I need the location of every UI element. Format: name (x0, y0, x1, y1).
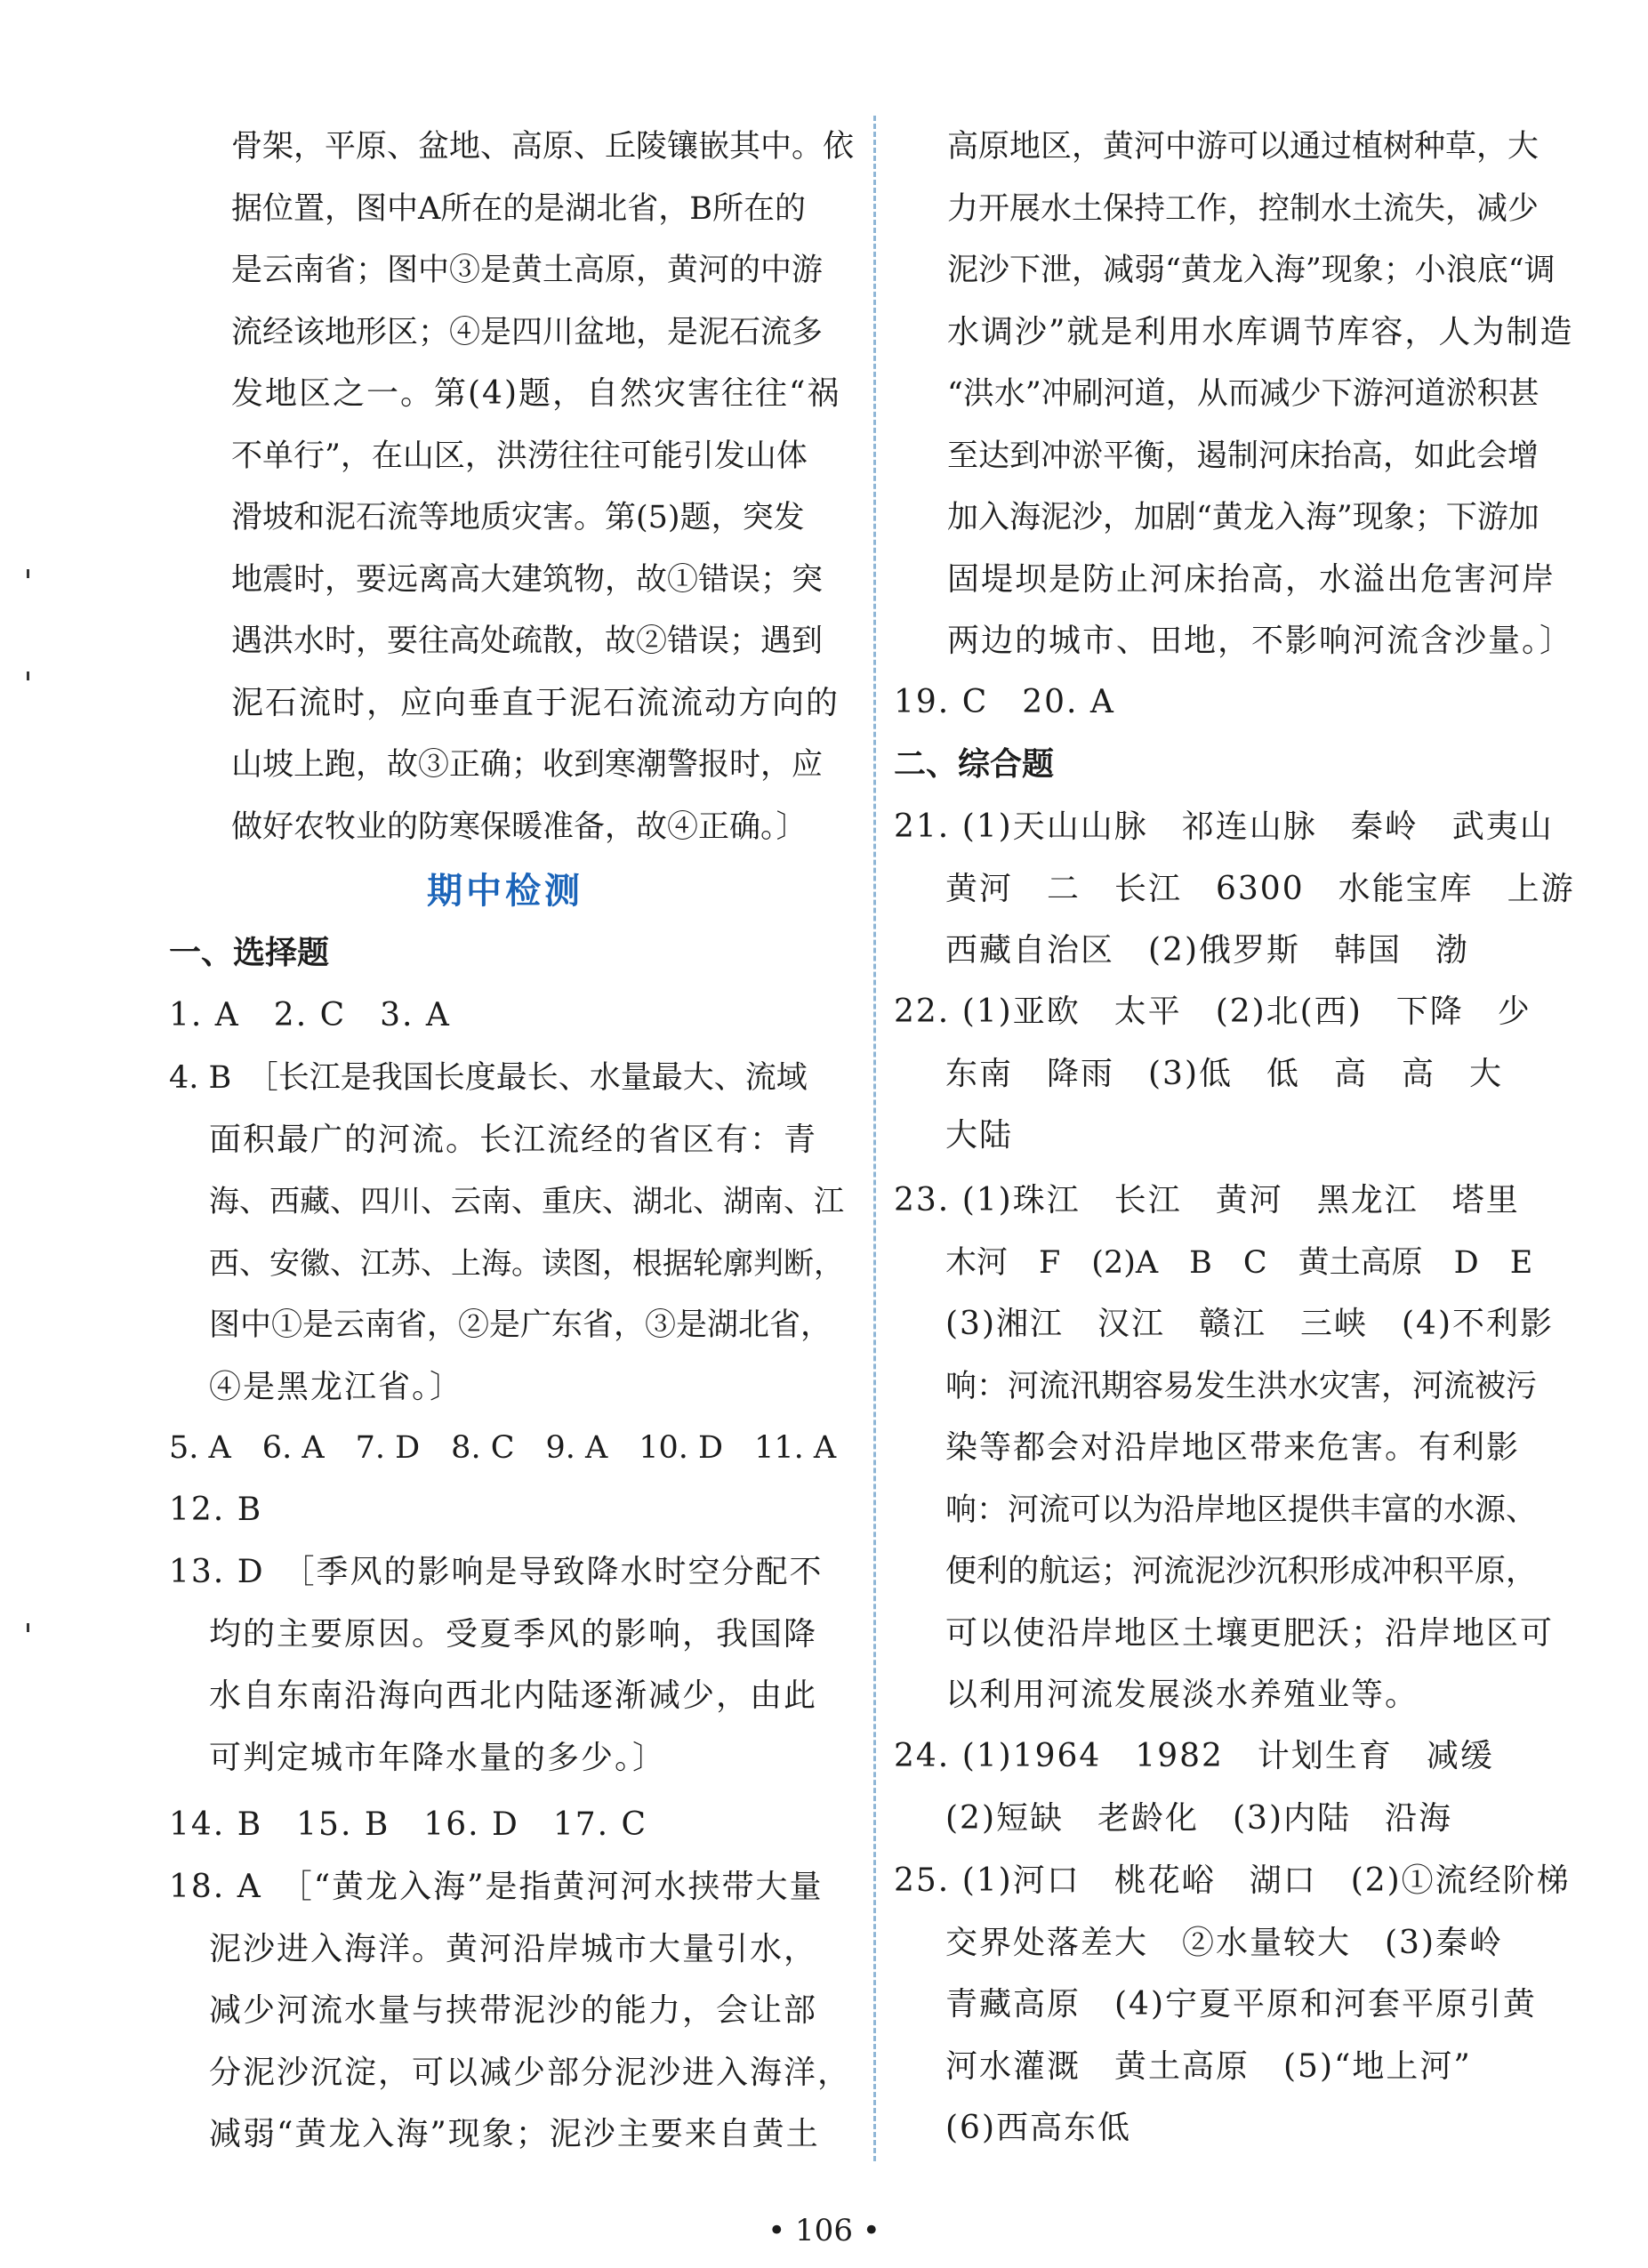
answer-line: 响：河流可以为沿岸地区提供丰富的水源、 (945, 1492, 1538, 1528)
answer-line: 可判定城市年降水量的多少。〕 (209, 1739, 667, 1776)
scan-mark (27, 672, 29, 680)
answer-line: 可以使沿岸地区土壤更肥沃；沿岸地区可 (945, 1614, 1555, 1652)
answer-line: 便利的航运；河流泥沙沉积形成冲积平原， (945, 1554, 1538, 1589)
answer-line: 14. B 15. B 16. D 17. C (169, 1806, 648, 1843)
answer-line: 4. B ［长江是我国长度最长、水量最大、流域 (169, 1060, 808, 1096)
answer-text-line: 泥沙下泄，减弱“黄龙入海”现象；小浪底“调 (947, 253, 1556, 288)
answer-line: (2)短缺 老龄化 (3)内陆 沿海 (945, 1799, 1452, 1837)
answer-line: 东南 降雨 (3)低 低 高 高 大 (945, 1055, 1503, 1092)
answer-line: 13. D ［季风的影响是导致降水时空分配不 (169, 1554, 824, 1590)
answer-line: 1. A 2. C 3. A (169, 997, 451, 1033)
answer-text-line: 据位置，图中A所在的是湖北省，B所在的 (231, 190, 806, 227)
answer-text-line: 山坡上跑，故③正确；收到寒潮警报时，应 (231, 747, 824, 783)
answer-line: 减弱“黄龙入海”现象；泥沙主要来自黄土 (209, 2116, 820, 2152)
answer-line: 21. (1)天山山脉 祁连山脉 秦岭 武夷山 (894, 808, 1554, 845)
answer-line: 减少河流水量与挟带泥沙的能力，会让部 (209, 1992, 818, 2029)
answer-line: 19. C 20. A (894, 684, 1115, 720)
answer-text-line: “洪水”冲刷河道，从而减少下游河道淤积甚 (947, 376, 1539, 412)
answer-line: 23. (1)珠江 长江 黄河 黑龙江 塔里 (894, 1182, 1520, 1218)
scan-mark (27, 569, 29, 578)
section-heading: 二、综合题 (894, 746, 1055, 783)
answer-line: 青藏高原 (4)宁夏平原和河套平原引黄 (945, 1986, 1537, 2023)
answer-line: 24. (1)1964 1982 计划生育 减缓 (894, 1738, 1494, 1774)
answer-text-line: 固堤坝是防止河床抬高，水溢出危害河岸 (947, 560, 1556, 598)
answer-text-line: 高原地区，黄河中游可以通过植树种草，大 (947, 129, 1539, 165)
answer-line: 交界处落差大 ②水量较大 (3)秦岭 (945, 1924, 1503, 1961)
answer-line: (3)湘江 汉江 赣江 三峡 (4)不利影 (945, 1306, 1554, 1342)
answer-line: 18. A ［“黄龙入海”是指黄河河水挟带大量 (169, 1869, 824, 1905)
answer-text-line: 流经该地形区；④是四川盆地，是泥石流多 (231, 314, 824, 350)
answer-text-line: 做好农牧业的防寒保暖准备，故④正确。〕 (231, 808, 808, 845)
answer-text-line: 两边的城市、田地，不影响河流含沙量。〕 (947, 623, 1574, 659)
answer-line: 西、安徽、江苏、上海。读图，根据轮廓判断， (209, 1245, 844, 1282)
answer-line: 染等都会对沿岸地区带来危害。有利影 (945, 1429, 1521, 1466)
answer-line: 面积最广的河流。长江流经的省区有：青 (209, 1121, 818, 1158)
section-title: 期中检测 (427, 871, 583, 912)
answer-line: 以利用河流发展淡水养殖业等。 (945, 1677, 1419, 1713)
answer-text-line: 发地区之一。第(4)题，自然灾害往往“祸 (231, 375, 841, 412)
answer-text-line: 至达到冲淤平衡，遏制河床抬高，如此会增 (947, 438, 1539, 474)
answer-line: 大陆 (945, 1117, 1014, 1154)
answer-line: 水自东南沿海向西北内陆逐渐减少，由此 (209, 1677, 818, 1714)
answer-line: 木河 F (2)A B C 黄土高原 D E (945, 1244, 1533, 1281)
scan-mark (27, 1623, 29, 1632)
answer-text-line: 力开展水土保持工作，控制水土流失，减少 (947, 190, 1539, 227)
answer-line: (6)西高东低 (945, 2110, 1131, 2146)
answer-line: 黄河 二 长江 6300 水能宝库 上游 (945, 870, 1575, 907)
page-number: • 106 • (768, 2213, 880, 2248)
answer-text-line: 是云南省；图中③是黄土高原，黄河的中游 (231, 253, 824, 288)
answer-line: 分泥沙沉淀，可以减少部分泥沙进入海洋， (209, 2054, 852, 2091)
answer-line: 均的主要原因。受夏季风的影响，我国降 (209, 1615, 818, 1653)
answer-line: 泥沙进入海洋。黄河沿岸城市大量引水， (209, 1930, 818, 1967)
answer-text-line: 水调沙”就是利用水库调节库容，人为制造 (947, 313, 1574, 350)
answer-text-line: 加入海泥沙，加剧“黄龙入海”现象；下游加 (947, 500, 1539, 535)
answer-text-line: 遇洪水时，要往高处疏散，故②错误；遇到 (231, 623, 824, 659)
answer-line: 图中①是云南省，②是广东省，③是湖北省， (209, 1307, 832, 1343)
column-divider (873, 116, 876, 2161)
answer-line: 海、西藏、四川、云南、重庆、湖北、湖南、江 (209, 1184, 844, 1219)
answer-line: 22. (1)亚欧 太平 (2)北(西) 下降 少 (894, 993, 1531, 1030)
answer-line: 5. A 6. A 7. D 8. C 9. A 10. D 11. A (169, 1430, 837, 1466)
answer-line: 西藏自治区 (2)俄罗斯 韩国 渤 (945, 932, 1469, 969)
answer-text-line: 骨架，平原、盆地、高原、丘陵镶嵌其中。依 (231, 129, 855, 165)
answer-line: 25. (1)河口 桃花峪 湖口 (2)①流经阶梯 (894, 1862, 1571, 1899)
answer-text-line: 泥石流时，应向垂直于泥石流流动方向的 (231, 684, 840, 721)
section-heading: 一、选择题 (169, 935, 330, 971)
answer-line: 响：河流汛期容易发生洪水灾害，河流被污 (945, 1368, 1538, 1404)
answer-line: 12. B (169, 1492, 263, 1528)
answer-text-line: 地震时，要远离高大建筑物，故①错误；突 (231, 561, 824, 598)
answer-text-line: 滑坡和泥石流等地质灾害。第(5)题，突发 (231, 500, 805, 535)
answer-line: 河水灌溉 黄土高原 (5)“地上河” (945, 2047, 1472, 2085)
answer-text-line: 不单行”，在山区，洪涝往往可能引发山体 (231, 438, 808, 474)
answer-line: ④是黑龙江省。〕 (209, 1368, 464, 1405)
